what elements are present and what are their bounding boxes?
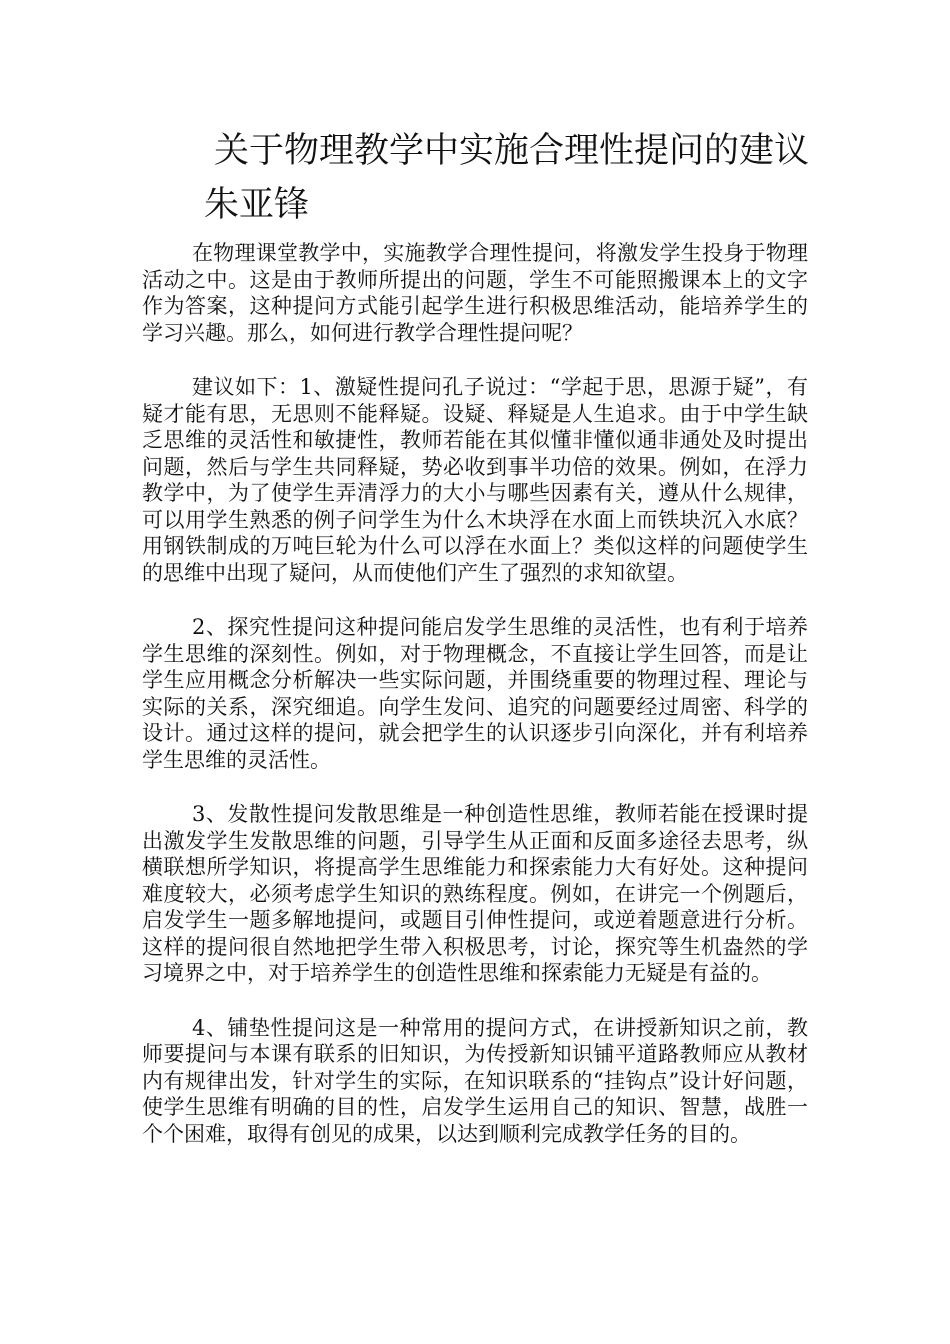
paragraph-suggestion-1: 建议如下：1、激疑性提问孔子说过：“学起于思，思源于疑”，有疑才能有思，无思则不能释疑。设疑、释疑是人生追求。由于中学生缺乏思维的灵活性和敏捷性，教师若能在其似懂非懂似通非通处及时提出问题，然后与学生共同释疑，势必收到事半功倍的效果。例如，在浮力教学中，为了使学生弄清浮力的大小与哪些因素有关，遵从什么规律，可以用学生熟悉的例子问学生为什么木块浮在水面上而铁块沉入水底？用钢铁制成的万吨巨轮为什么可以浮在水面上？类似这样的问题使学生的思维中出现了疑问，从而使他们产生了强烈的求知欲望。: [142, 375, 808, 585]
paragraph-suggestion-4: 4、铺垫性提问这是一种常用的提问方式，在讲授新知识之前，教师要提问与本课有联系的旧知识，为传授新知识铺平道路教师应从教材内有规律出发，针对学生的实际，在知识联系的“挂钩点”设计好问题，使学生思维有明确的目的性，启发学生运用自己的知识、智慧，战胜一个个困难，取得有创见的成果，以达到顺利完成教学任务的目的。: [142, 1015, 808, 1146]
title-text: 关于物理教学中实施合理性提问的建议: [214, 131, 810, 171]
paragraph-suggestion-3: 3、发散性提问发散思维是一种创造性思维，教师若能在授课时提出激发学生发散思维的问题，引导学生从正面和反面多途径去思考，纵横联想所学知识，将提高学生思维能力和探索能力大有好处。这种提问难度较大，必须考虑学生知识的熟练程度。例如，在讲完一个例题后，启发学生一题多解地提问，或题目引伸性提问，或逆着题意进行分析。这样的提问很自然地把学生带入积极思考，讨论，探究等生机盎然的学习境界之中，对于培养学生的创造性思维和探索能力无疑是有益的。: [142, 802, 808, 985]
paragraph-suggestion-2: 2、探究性提问这种提问能启发学生思维的灵活性，也有利于培养学生思维的深刻性。例如，对于物理概念，不直接让学生回答，而是让学生应用概念分析解决一些实际问题，并围绕重要的物理过程、理论与实际的关系，深究细追。向学生发问、追究的问题要经过周密、科学的设计。通过这样的提问，就会把学生的认识逐步引向深化，并有利培养学生思维的灵活性。: [142, 615, 808, 772]
author-name: 朱亚锋: [204, 185, 310, 225]
paragraph-intro: 在物理课堂教学中，实施教学合理性提问，将激发学生投身于物理活动之中。这是由于教师所提出的问题，学生不可能照搬课本上的文字作为答案，这种提问方式能引起学生进行积极思维活动，能培养学生的学习兴趣。那么，如何进行教学合理性提问呢？: [142, 241, 808, 345]
document-body: [142, 240, 808, 1175]
document-title: [142, 124, 812, 232]
